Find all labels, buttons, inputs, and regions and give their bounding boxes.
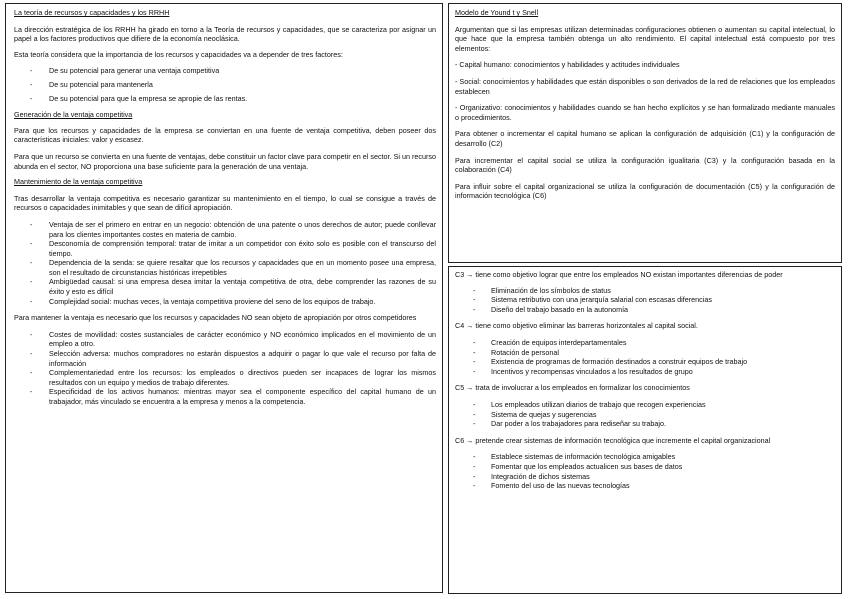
paragraph: Tras desarrollar la ventaja competitiva es necesario garantizar su mantenimiento en el tiempo, lo cual se consigue a través de recursos o capacidades inimitables y que sean de difícil apropiación.	[14, 193, 436, 213]
appropriation-list	[14, 330, 436, 407]
bottom-right-panel	[448, 266, 842, 594]
list-item: - Especificidad de los activos humanos: mientras mayor sea el componente específico del capital humano de un trabajador, más vinculado se encuentra a la empresa y menos a la competencia.	[14, 387, 436, 406]
list-item: - Creación de equipos interdepartamentales	[455, 338, 835, 348]
list-item: - Selección adversa: muchos compradores no estarán dispuestos a adquirir o pagar lo que vale el recurso por falta de información	[14, 349, 436, 368]
list-item: - Complejidad social: muchas veces, la ventaja competitiva proviene del seno de los equipos de trabajo.	[14, 297, 436, 307]
paragraph: Para que un recurso se convierta en una fuente de ventajas, debe constituir un factor clave para competir en el sector. Si un recurso abunda en el sector, NO proporciona una base suficiente para la generación de una ventaja.	[14, 151, 436, 171]
element-text: - Capital humano: conocimientos y habilidades y actitudes individuales	[455, 60, 680, 70]
list-item: - Incentivos y recompensas vinculados a los resultados de grupo	[455, 367, 835, 377]
paragraph: Para influir sobre el capital organizacional se utiliza la configuración de documentación (C5) y la configuración de información tecnológica (C6)	[455, 181, 835, 201]
list-item: - De su potencial para generar una ventaja competitiva	[14, 66, 436, 76]
list-item: - Existencia de programas de formación destinados a construir equipos de trabajo	[455, 357, 835, 367]
list-item: - Dependencia de la senda: se quiere resaltar que los recursos y capacidades que en un momento posee una empresa, son el resultado de circunstancias históricas irrepetibles	[14, 258, 436, 277]
list-item: - Integración de dichos sistemas	[455, 472, 835, 482]
list-item: - Establece sistemas de información tecnológica amigables	[455, 452, 835, 462]
list-item: - Fomento del uso de las nuevas tecnologías	[455, 481, 835, 491]
list-item: - De su potencial para mantenerla	[14, 80, 436, 90]
list-item: - Diseño del trabajo basado en la autonomía	[455, 305, 835, 315]
section-title: Modelo de Yound t y Snell	[455, 8, 539, 17]
list-item: - Eliminación de los símbolos de status	[455, 286, 835, 296]
paragraph: Para mantener la ventaja es necesario que los recursos y capacidades NO sean objeto de apropiación por otros competidores	[14, 313, 417, 323]
config-heading: C6 → pretende crear sistemas de información tecnológica que incremente el capital organizacional	[455, 435, 771, 445]
c3-list	[455, 286, 835, 315]
list-item: - Sistema de quejas y sugerencias	[455, 410, 835, 420]
paragraph: Argumentan que si las empresas utilizan determinadas configuraciones obtienen o aumentan su capital intelectual, lo que hace que la empresa también obtenga un alto rendimiento. El capital intelectual está compuesto por tres elementos:	[455, 24, 835, 53]
left-panel	[5, 3, 443, 593]
paragraph: Para incrementar el capital social se utiliza la configuración igualitaria (C3) y la configuración basada en la colaboración (C4)	[455, 155, 835, 175]
list-item: - Sistema retributivo con una jerarquía salarial con escasas diferencias	[455, 295, 835, 305]
config-heading: C4 → tiene como objetivo eliminar las barreras horizontales al capital social.	[455, 321, 698, 331]
c5-list	[455, 400, 835, 429]
subheading: Mantenimiento de la ventaja competitiva	[14, 177, 143, 187]
list-item: - Ventaja de ser el primero en entrar en un negocio: obtención de una patente o unos derechos de autor; puede conllevar para los clientes importantes costes en materia de cambio.	[14, 220, 436, 239]
c6-list	[455, 452, 835, 490]
config-heading: C5 → trata de involucrar a los empleados en formalizar los conocimientos	[455, 383, 690, 393]
inimitable-list	[14, 220, 436, 306]
element-text: - Social: conocimientos y habilidades que están disponibles o son derivados de la red de relaciones que los empleados establecen	[455, 76, 835, 96]
subheading: Generación de la ventaja competitiva	[14, 110, 133, 120]
factor-list	[14, 66, 436, 103]
list-item: - Complementariedad entre los recursos: los empleados o directivos pueden ser incapaces de lograr los mismos resultados con un equipo y medios de trabajo diferentes.	[14, 368, 436, 387]
paragraph: Esta teoría considera que la importancia de los recursos y capacidades va a depender de tres factores:	[14, 49, 343, 59]
config-heading: C3 → tiene como objetivo lograr que entre los empleados NO existan importantes diferencias de poder	[455, 270, 783, 279]
list-item: - Ambigüedad causal: si una empresa desea imitar la ventaja competitiva de otra, debe comprender las razones de su éxito y esto es difícil	[14, 277, 436, 296]
list-item: - Dar poder a los trabajadores para rediseñar su trabajo.	[455, 419, 835, 429]
list-item: - Desconomía de comprensión temporal: tratar de imitar a un competidor con éxito solo es posible con el transcurso del tiempo.	[14, 239, 436, 258]
list-item: - De su potencial para que la empresa se apropie de las rentas.	[14, 94, 436, 104]
paragraph: Para que los recursos y capacidades de la empresa se conviertan en una fuente de ventaja competitiva, deben poseer dos características iniciales: valor y escasez.	[14, 125, 436, 145]
list-item: - Fomentar que los empleados actualicen sus bases de datos	[455, 462, 835, 472]
c4-list	[455, 338, 835, 376]
element-text: - Organizativo: conocimientos y habilidades cuando se han hecho explícitos y se han formalizado mediante manuales o procedimientos.	[455, 103, 835, 122]
list-item: - Costes de movilidad: costes sustanciales de carácter económico y NO económico implicados en el movimiento de un empleo a otro.	[14, 330, 436, 349]
top-right-panel	[448, 3, 842, 263]
list-item: - Rotación de personal	[455, 348, 835, 358]
list-item: - Los empleados utilizan diarios de trabajo que recogen experiencias	[455, 400, 835, 410]
paragraph: Para obtener o incrementar el capital humano se aplican la configuración de adquisición (C1) y la configuración de desarrollo (C2)	[455, 129, 835, 148]
section-title: La teoría de recursos y capacidades y los RRHH	[14, 8, 170, 17]
paragraph: La dirección estratégica de los RRHH ha girado en torno a la Teoría de recursos y capacidades, que se caracteriza por asignar un papel a los factores productivos que difiere de la economía neoclásica.	[14, 24, 436, 44]
